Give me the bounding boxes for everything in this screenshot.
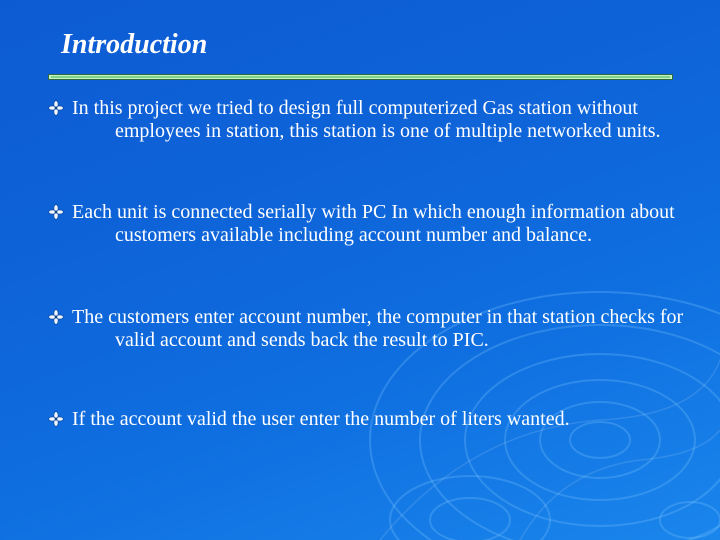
bullet-text: The customers enter account number, the computer in that station checks for valid account and sends back the result to PIC.	[72, 306, 684, 351]
bullet-item	[48, 97, 688, 143]
four-leaf-diamond-icon	[48, 309, 64, 325]
bullet-text: If the account valid the user enter the number of liters wanted.	[72, 408, 570, 430]
bullet-item	[48, 306, 688, 352]
four-leaf-diamond-icon	[48, 100, 64, 116]
bullet-item	[48, 408, 688, 431]
four-leaf-diamond-icon	[48, 411, 64, 427]
slide-title: Introduction	[61, 29, 208, 60]
title-underline	[48, 74, 673, 80]
bullet-text: Each unit is connected serially with PC In which enough information about customers available including account number and balance.	[72, 201, 675, 246]
bullet-text: In this project we tried to design full computerized Gas station without employees in station, this station is one of multiple networked units.	[72, 97, 661, 142]
four-leaf-diamond-icon	[48, 204, 64, 220]
bullet-item	[48, 201, 688, 247]
